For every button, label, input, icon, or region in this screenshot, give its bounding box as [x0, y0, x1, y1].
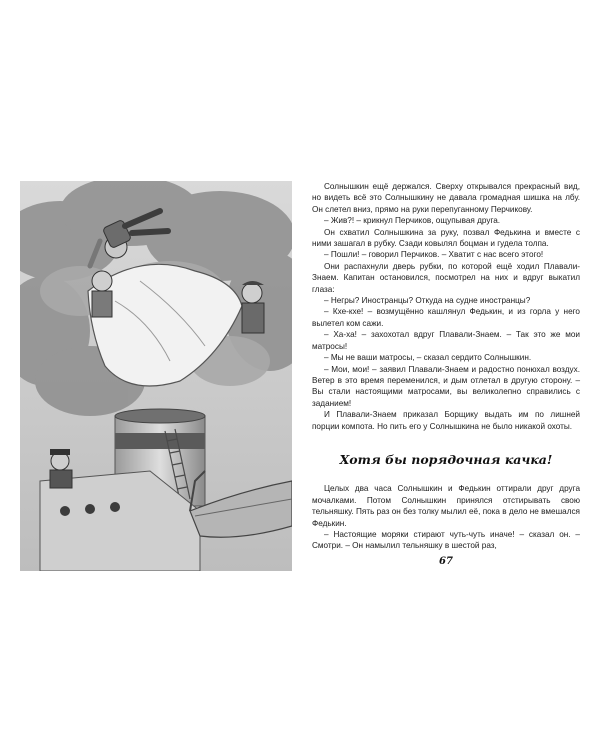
paragraph: – Мои, мои! – заявил Плавали-Знаем и радостно понюхал воздух. Ветер в это время переменился, и дым отлетал в другую сторону. – Вы стали настоящими матросами, вы великолепно справились с заданием!: [312, 364, 580, 408]
paragraph: – Ха-ха! – захохотал вдруг Плавали-Знаем. – Так это же мои матросы!: [312, 330, 580, 351]
paragraph: И Плавали-Знаем приказал Борщику выдать им по лишней порции компота. Но пить его у Солнышкина не было никакой охоты.: [312, 410, 580, 431]
page-number: 67: [439, 556, 453, 567]
text-column: [312, 181, 580, 552]
paragraph: – Пошли! – говорил Перчиков. – Хватит с нас всего этого!: [324, 250, 544, 260]
paragraph: Солнышкин ещё держался. Сверху открывался прекрасный вид, но видеть всё это Солнышкину не давала громадная шишка на лбу. Он слетел вниз, прямо на руки перепуганному Перчикову.: [312, 182, 580, 214]
ship-illustration: [20, 181, 292, 571]
funnel-stripe: [115, 433, 205, 449]
paragraph: Они распахнули дверь рубки, по которой ещё ходил Плавали-Знаем. Капитан остановился, посмотрел на них и вдруг выкатил глаза:: [312, 261, 580, 294]
paragraph: Целых два часа Солнышкин и Федькин оттирали друг друга мочалками. Потом Солнышкин принялся отстирывать свою тельняшку. Пять раз он без толку мылил её, пока в дело не вмешался Федькин.: [312, 484, 580, 528]
paragraph: – Мы не ваши матросы, – сказал сердито Солнышкин.: [324, 353, 532, 363]
paragraph: – Кхе-кхе! – возмущённо кашлянул Федькин, и из горла у него вылетел ком сажи.: [312, 307, 580, 328]
illustration-art: [20, 181, 292, 571]
paragraph: Он схватил Солнышкина за руку, позвал Федькина и вместе с ними зашагал в рубку. Сзади ковылял боцман и гудела толпа.: [312, 227, 580, 249]
chapter-title: Хотя бы порядочная качка!: [339, 451, 553, 467]
sailor-right-holding: [242, 281, 264, 333]
paragraph: – Жив?! – крикнул Перчиков, ощупывая друга.: [324, 216, 501, 226]
paragraph: – Настоящие моряки стирают чуть-чуть иначе! – сказал он. – Смотри. – Он намылил тельняшку в шестой раз,: [312, 529, 580, 551]
sailor-left-holding: [92, 271, 112, 317]
page-number-container: [0, 556, 600, 567]
paragraph: – Негры? Иностранцы? Откуда на судне иностранцы?: [324, 296, 531, 306]
